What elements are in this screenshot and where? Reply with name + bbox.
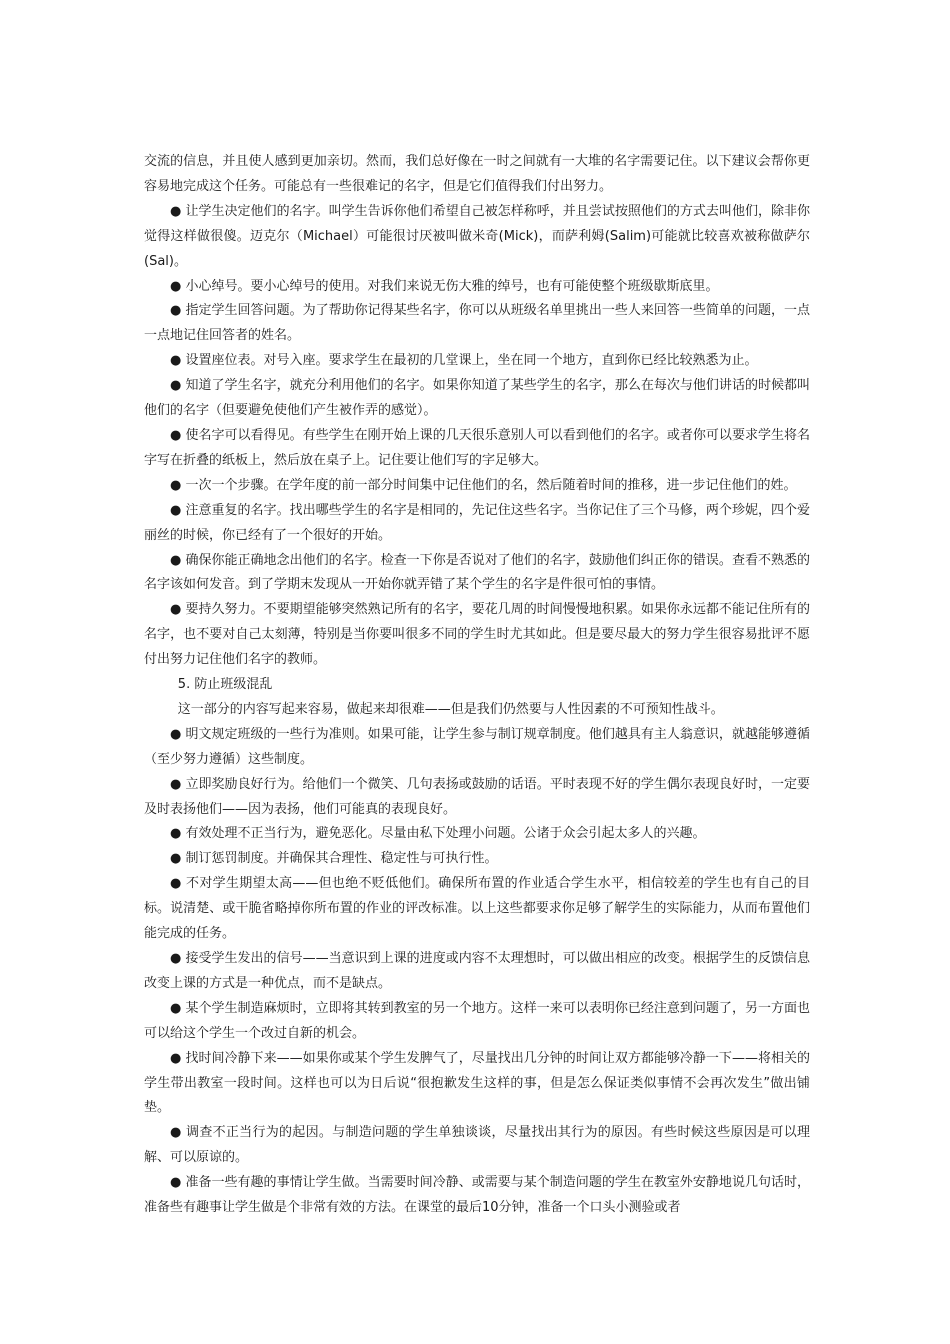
section-heading: 5. 防止班级混乱: [177, 677, 273, 693]
bullet-item: ● 设置座位表。对号入座。要求学生在最初的几堂课上，坐在同一个地方，直到你已经比较熟悉为止。: [170, 353, 758, 369]
bullet-item: ● 立即奖励良好行为。给他们一个微笑、几句表扬或鼓励的话语。平时表现不好的学生偶尔表现良好时，一定要及时表扬他们——因为表扬，他们可能真的表现良好。: [144, 776, 810, 817]
bullet-item: ● 一次一个步骤。在学年度的前一部分时间集中记住他们的名，然后随着时间的推移，进一步记住他们的姓。: [170, 477, 797, 493]
bullet-item: ● 指定学生回答问题。为了帮助你记得某些名字，你可以从班级名单里挑出一些人来回答一些简单的问题，一点一点地记住回答者的姓名。: [144, 303, 810, 344]
bullet-item: ● 接受学生发出的信号——当意识到上课的进度或内容不太理想时，可以做出相应的改变。根据学生的反馈信息改变上课的方式是一种优点，而不是缺点。: [144, 951, 810, 991]
bullet-item: ● 某个学生制造麻烦时，立即将其转到教室的另一个地方。这样一来可以表明你已经注意到问题了，另一方面也可以给这个学生一个改过自新的机会。: [144, 1000, 810, 1041]
bullet-item: ● 有效处理不正当行为，避免恶化。尽量由私下处理小问题。公诸于众会引起太多人的兴趣。: [170, 826, 706, 842]
section-intro: 这一部分的内容写起来容易，做起来却很难——但是我们仍然要与人性因素的不可预知性战斗。: [177, 701, 724, 717]
bullet-item: ● 要持久努力。不要期望能够突然熟记所有的名字，要花几周的时间慢慢地积累。如果你永远都不能记住所有的名字，也不要对自己太刻薄，特别是当你要叫很多不同的学生时尤其如此。但是要尽最大的努力学生很容易批评不愿付出努力记住他们名字的教师。: [144, 602, 810, 668]
bullet-item: ● 找时间冷静下来——如果你或某个学生发脾气了，尽量找出几分钟的时间让双方都能够冷静一下——将相关的学生带出教室一段时间。这样也可以为日后说“很抱歉发生这样的事，但是怎么保证类似事情不会再次发生”做出铺垫。: [144, 1050, 810, 1116]
bullet-item: ● 制订惩罚制度。并确保其合理性、稳定性与可执行性。: [170, 851, 498, 867]
bullet-item: ● 不对学生期望太高——但也绝不贬低他们。确保所布置的作业适合学生水平，相信较差的学生也有自己的目标。说清楚、或干脆省略掉你所布置的作业的评改标准。以上这些都要求你足够了解学生的实际能力，从而布置他们能完成的任务。: [144, 876, 810, 942]
bullet-item: ● 调查不正当行为的起因。与制造问题的学生单独谈谈，尽量找出其行为的原因。有些时候这些原因是可以理解、可以原谅的。: [144, 1125, 810, 1166]
bullet-item: ● 让学生决定他们的名字。叫学生告诉你他们希望自己被怎样称呼，并且尝试按照他们的方式去叫他们，除非你觉得这样做很傻。迈克尔（Michael）可能很讨厌被叫做米奇(Mick)，而萨利姆(Salim)可能就比较喜欢被称做萨尔(Sal)。: [144, 203, 810, 269]
bullet-item: ● 使名字可以看得见。有些学生在刚开始上课的几天很乐意别人可以看到他们的名字。或者你可以要求学生将名字写在折叠的纸板上，然后放在桌子上。记住要让他们写的字足够大。: [144, 427, 810, 468]
document-page: [144, 150, 810, 1221]
bullet-item: ● 确保你能正确地念出他们的名字。检查一下你是否说对了他们的名字，鼓励他们纠正你的错误。查看不熟悉的名字该如何发音。到了学期末发现从一开始你就弄错了某个学生的名字是件很可怕的事情。: [144, 552, 810, 593]
paragraph-intro: 交流的信息，并且使人感到更加亲切。然而，我们总好像在一时之间就有一大堆的名字需要记住。以下建议会帮你更容易地完成这个任务。可能总有一些很难记的名字，但是它们值得我们付出努力。: [144, 154, 810, 194]
bullet-item: ● 注意重复的名字。找出哪些学生的名字是相同的，先记住这些名字。当你记住了三个马修，两个珍妮，四个爱丽丝的时候，你已经有了一个很好的开始。: [144, 502, 810, 543]
bullet-item: ● 明文规定班级的一些行为准则。如果可能，让学生参与制订规章制度。他们越具有主人翁意识，就越能够遵循（至少努力遵循）这些制度。: [144, 726, 810, 767]
bullet-item: ● 小心绰号。要小心绰号的使用。对我们来说无伤大雅的绰号，也有可能使整个班级歇斯底里。: [170, 278, 719, 294]
bullet-item: ● 知道了学生名字，就充分利用他们的名字。如果你知道了某些学生的名字，那么在每次与他们讲话的时候都叫他们的名字（但要避免使他们产生被作弄的感觉）。: [144, 378, 810, 419]
bullet-item: ● 准备一些有趣的事情让学生做。当需要时间冷静、或需要与某个制造问题的学生在教室外安静地说几句话时，准备些有趣事让学生做是个非常有效的方法。在课堂的最后10分钟，准备一个口头小测验或者: [144, 1175, 810, 1216]
